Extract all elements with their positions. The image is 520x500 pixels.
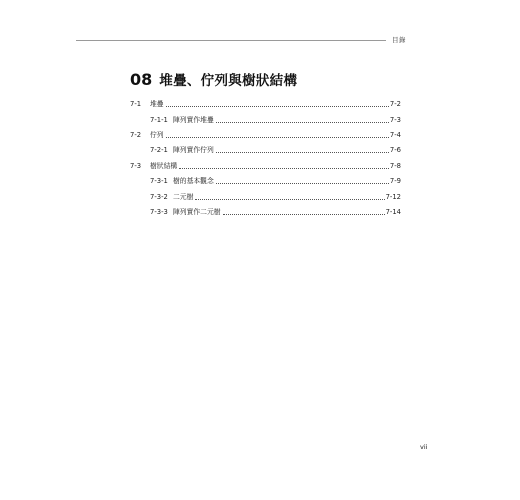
toc-entry-page: 7-6	[389, 146, 401, 155]
toc-entry-page: 7-12	[385, 192, 401, 201]
toc-entry-number: 7-1	[130, 100, 142, 109]
dot-leader	[166, 131, 389, 138]
toc-entry-title: 樹的基本觀念	[173, 177, 214, 186]
header-rule	[76, 40, 386, 41]
toc-entry-number: 7-3-2	[150, 192, 168, 201]
toc-entry-title: 堆疊	[150, 100, 164, 109]
chapter-number: 08	[130, 70, 153, 89]
toc-entry-page: 7-8	[389, 161, 401, 170]
dot-leader	[166, 100, 389, 107]
toc-entry-title: 陣列實作二元樹	[173, 208, 221, 217]
table-of-contents	[130, 97, 401, 220]
toc-entry[interactable]	[130, 205, 401, 220]
toc-entry-title: 佇列	[150, 131, 164, 140]
toc-entry[interactable]	[130, 112, 401, 127]
toc-entry-title: 陣列實作佇列	[173, 146, 214, 155]
toc-entry[interactable]	[130, 189, 401, 204]
chapter-heading	[130, 69, 297, 89]
dot-leader	[216, 116, 389, 123]
toc-entry-number: 7-2-1	[150, 146, 168, 155]
toc-entry[interactable]	[130, 97, 401, 112]
toc-entry-page: 7-4	[389, 131, 401, 140]
toc-entry-title: 二元樹	[173, 192, 194, 201]
toc-entry-title: 陣列實作堆疊	[173, 115, 214, 124]
running-header-label: 目錄	[392, 36, 406, 44]
toc-entry-number: 7-3-3	[150, 208, 168, 217]
toc-entry-number: 7-3	[130, 161, 142, 170]
toc-entry[interactable]	[130, 143, 401, 158]
dot-leader	[223, 208, 385, 215]
toc-entry-page: 7-3	[389, 115, 401, 124]
toc-entry-number: 7-2	[130, 131, 142, 140]
toc-entry-page: 7-2	[389, 100, 401, 109]
toc-entry[interactable]	[130, 159, 401, 174]
toc-entry-page: 7-9	[389, 177, 401, 186]
toc-entry-number: 7-1-1	[150, 115, 168, 124]
dot-leader	[179, 162, 389, 169]
chapter-title: 堆疊、佇列與樹狀結構	[159, 73, 298, 89]
page-number: vii	[420, 443, 428, 451]
dot-leader	[195, 193, 384, 200]
toc-entry-number: 7-3-1	[150, 177, 168, 186]
toc-entry[interactable]	[130, 174, 401, 189]
toc-entry[interactable]	[130, 128, 401, 143]
toc-entry-page: 7-14	[385, 208, 401, 217]
toc-entry-title: 樹狀結構	[150, 161, 178, 170]
dot-leader	[216, 146, 389, 153]
dot-leader	[216, 177, 389, 184]
